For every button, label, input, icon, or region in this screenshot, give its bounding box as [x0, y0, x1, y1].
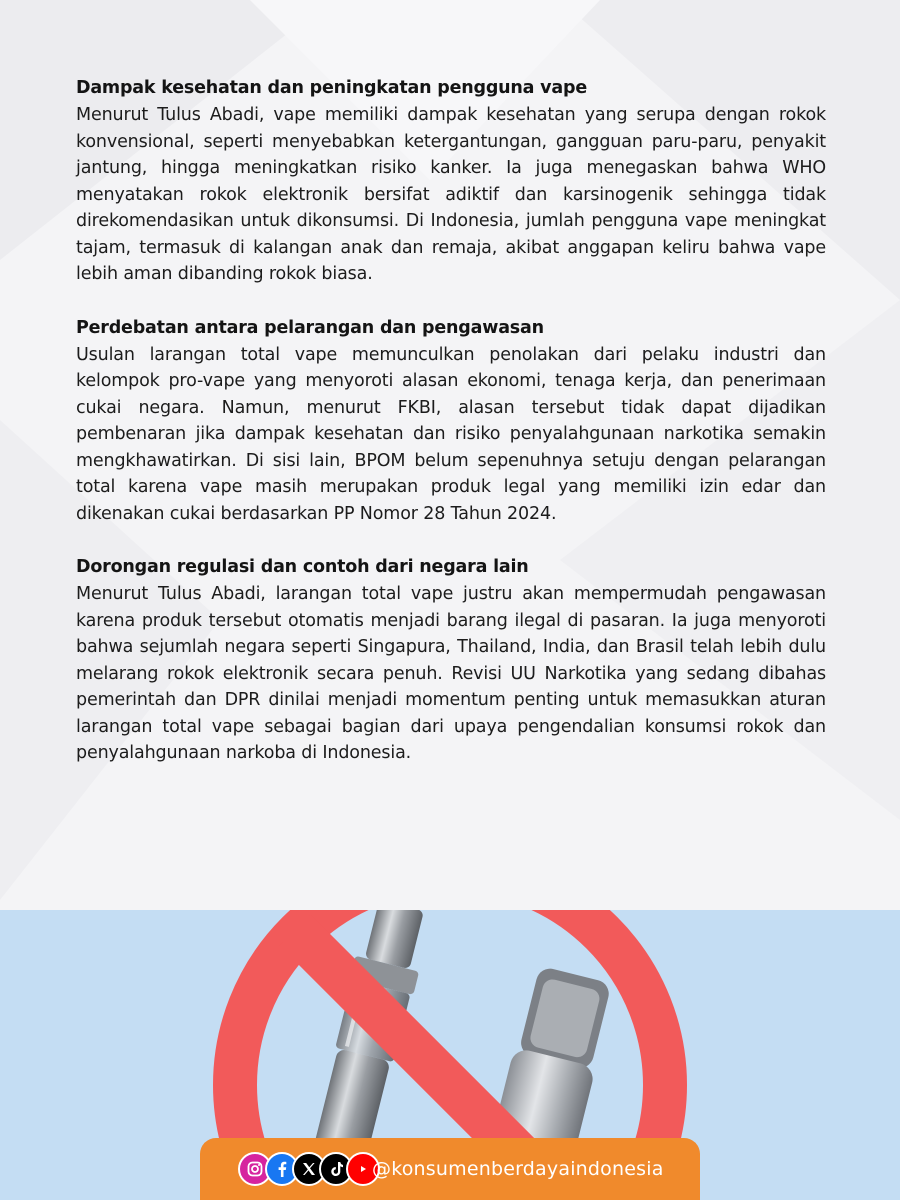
section-paragraph: Menurut Tulus Abadi, larangan total vape justru akan mempermudah pengawasan karena produk tersebut otomatis menjadi barang ilegal di pasaran. Ia juga menyoroti bahwa sejumlah negara seperti Singapura, Thailand, India, dan Brasil telah lebih dulu melarang rokok elektronik secara penuh. Revisi UU Narkotika yang sedang dibahas pemerintah dan DPR dinilai menjadi momentum penting untuk memasukkan aturan larangan total vape sebagai bagian dari upaya pengendalian konsumsi rokok dan penyalahgunaan narkoba di Indonesia. [76, 584, 826, 763]
section-paragraph: Usulan larangan total vape memunculkan penolakan dari pelaku industri dan kelompok pro-vape yang menyoroti alasan ekonomi, tenaga kerja, dan penerimaan cukai negara. Namun, menurut FKBI, alasan tersebut tidak dapat dijadikan pembenaran jika dampak kesehatan dan risiko penyalahgunaan narkotika semakin mengkhawatirkan. Di sisi lain, BPOM belum sepenuhnya setuju dengan pelarangan total karena vape masih merupakan produk legal yang memiliki izin edar dan dikenakan cukai berdasarkan PP Nomor 28 Tahun 2024. [76, 344, 826, 524]
section-paragraph: Menurut Tulus Abadi, vape memiliki dampak kesehatan yang serupa dengan rokok konvensional, seperti menyebabkan ketergantungan, gangguan paru-paru, penyakit jantung, hingga meningkatkan risiko kanker. Ia juga menegaskan bahwa WHO menyatakan rokok elektronik bersifat adiktif dan karsinogenik sehingga tidak direkomendasikan untuk dikonsumsi. Di Indonesia, jumlah pengguna vape meningkat tajam, termasuk di kalangan anak dan remaja, akibat anggapan keliru bahwa vape lebih aman dibanding rokok biasa. [76, 105, 826, 284]
section-ban-debate [76, 314, 826, 528]
section-health-impact [76, 74, 826, 288]
article-content [76, 74, 826, 793]
section-regulation [76, 553, 826, 767]
section-heading: Dorongan regulasi dan contoh dari negara lain [76, 557, 529, 577]
section-heading: Dampak kesehatan dan peningkatan pengguna vape [76, 78, 587, 98]
social-icons [238, 1152, 380, 1186]
social-handle[interactable]: @konsumenberdayaindonesia [372, 1158, 664, 1180]
social-footer [200, 1138, 700, 1200]
section-heading: Perdebatan antara pelarangan dan pengawasan [76, 317, 544, 338]
